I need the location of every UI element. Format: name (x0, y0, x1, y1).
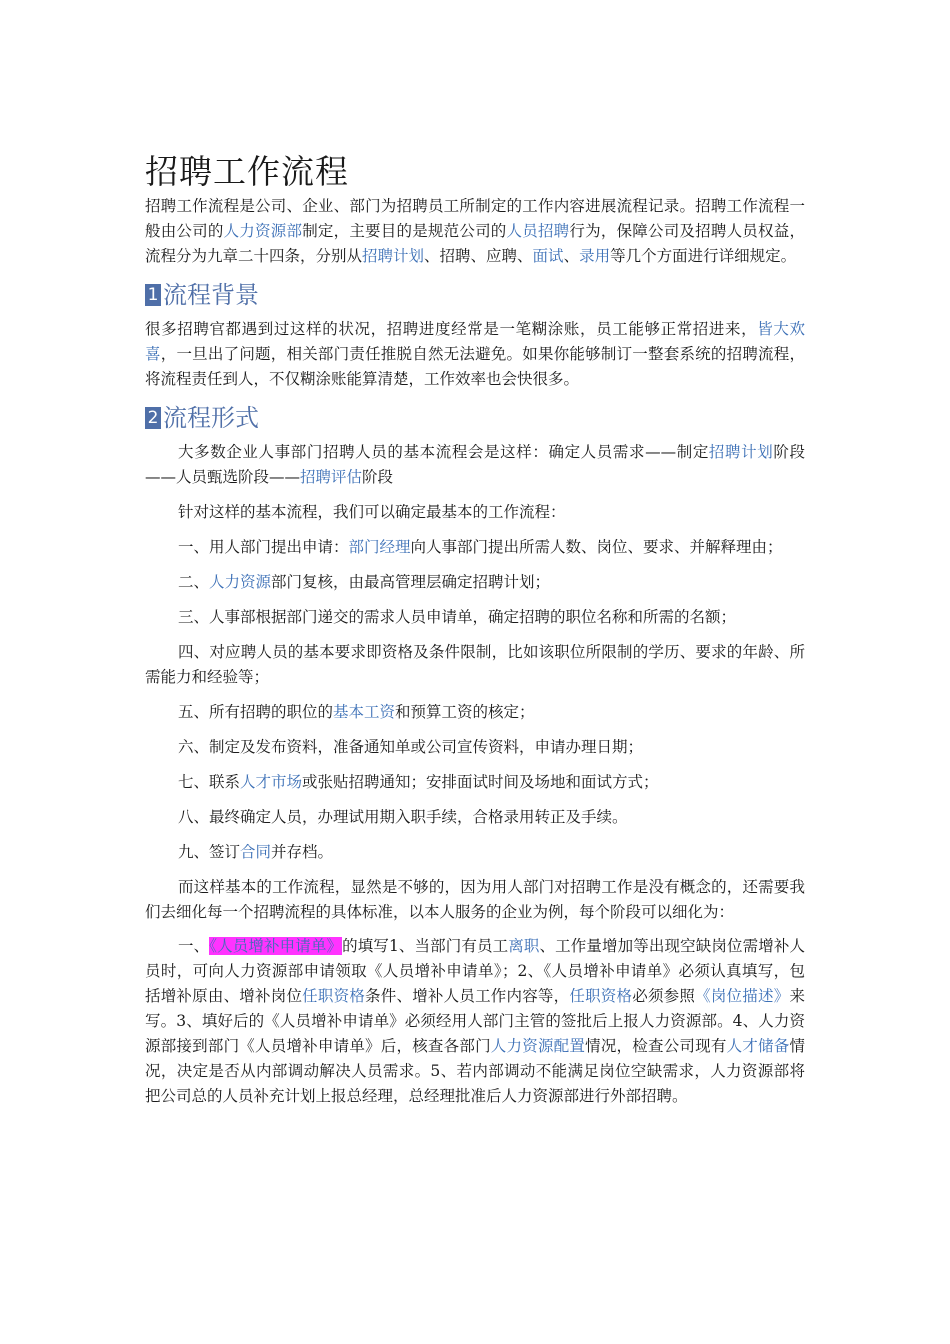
link-everyone-happy[interactable]: 皆大欢喜 (145, 320, 805, 363)
link-qualifications[interactable]: 任职资格 (569, 987, 633, 1005)
link-hiring[interactable]: 录用 (579, 247, 611, 265)
step-1-paragraph: 一、用人部门提出申请：部门经理向人事部门提出所需人数、岗位、要求、并解释理由； (178, 538, 783, 556)
section-number-badge: 1 (145, 284, 161, 306)
link-talent-reserve[interactable]: 人才储备 (726, 1037, 790, 1055)
section-heading-form (145, 400, 805, 436)
step-4-paragraph: 四、对应聘人员的基本要求即资格及条件限制，比如该职位所限制的学历、要求的年龄、所需能力和经验等； (145, 643, 805, 686)
basic-process-paragraph: 大多数企业人事部门招聘人员的基本流程会是这样：确定人员需求——制定招聘计划阶段——人员甄选阶段——招聘评估阶段 (145, 443, 805, 486)
link-talent-market[interactable]: 人才市场 (240, 773, 303, 791)
section-heading-background (145, 277, 805, 313)
link-recruitment-plan[interactable]: 招聘计划 (708, 443, 774, 461)
link-job-description[interactable]: 《岗位描述》 (695, 987, 790, 1005)
link-department-manager[interactable]: 部门经理 (348, 538, 411, 556)
document-title: 招聘工作流程 (145, 152, 349, 191)
detail-paragraph: 一、《人员增补申请单》的填写1、当部门有员工离职、工作量增加等出现空缺岗位需增补人员时，可向人力资源部申请领取《人员增补申请单》；2、《人员增补申请单》必须认真填写，包括增补原由、增补岗位任职资格条件、增补人员工作内容等，任职资格必须参照《岗位描述》来写。3、填好后的《人员增补申请单》必须经用人部门主管的签批后上报人力资源部。4、人力资源部接到部门《人员增补申请单》后，核查各部门人力资源配置情况，检查公司现有人才储备情况，决定是否从内部调动解决人员需求。5、若内部调动不能满足岗位空缺需求，人力资源部将把公司总的人员补充计划上报总经理，总经理批准后人力资源部进行外部招聘。 (145, 937, 805, 1105)
link-contract[interactable]: 合同 (240, 843, 272, 861)
link-qualifications[interactable]: 任职资格 (302, 987, 366, 1005)
step-9-paragraph: 九、签订合同并存档。 (178, 843, 334, 861)
document-body (145, 150, 805, 1109)
step-5-paragraph: 五、所有招聘的职位的基本工资和预算工资的核定； (178, 703, 535, 721)
link-hr-allocation[interactable]: 人力资源配置 (490, 1037, 586, 1055)
step-3-paragraph: 三、人事部根据部门递交的需求人员申请单，确定招聘的职位名称和所需的名额； (178, 608, 737, 626)
step-2-paragraph: 二、人力资源部门复核，由最高管理层确定招聘计划； (178, 573, 551, 591)
link-base-salary[interactable]: 基本工资 (333, 703, 396, 721)
link-hr-department[interactable]: 人力资源部 (223, 222, 303, 240)
intro-paragraph: 招聘工作流程是公司、企业、部门为招聘员工所制定的工作内容进展流程记录。招聘工作流程一般由公司的人力资源部制定，主要目的是规范公司的人员招聘行为，保障公司及招聘人员权益，流程分为九章二十四条，分别从招聘计划、招聘、应聘、面试、录用等几个方面进行详细规定。 (145, 197, 805, 265)
section-heading-text: 流程形式 (163, 404, 259, 432)
link-interview[interactable]: 面试 (532, 247, 564, 265)
link-human-resources[interactable]: 人力资源 (209, 573, 272, 591)
link-recruitment-evaluation[interactable]: 招聘评估 (300, 468, 363, 486)
step-8-paragraph: 八、最终确定人员，办理试用期入职手续，合格录用转正及手续。 (178, 808, 628, 826)
step-6-paragraph: 六、制定及发布资料，准备通知单或公司宣传资料，申请办理日期； (178, 738, 644, 756)
workflow-intro-paragraph: 针对这样的基本流程，我们可以确定最基本的工作流程： (178, 503, 566, 521)
link-recruitment[interactable]: 人员招聘 (506, 222, 570, 240)
step-7-paragraph: 七、联系人才市场或张贴招聘通知；安排面试时间及场地和面试方式； (178, 773, 659, 791)
section-number-badge: 2 (145, 407, 161, 429)
highlighted-form-name[interactable]: 《人员增补申请单》 (209, 937, 343, 955)
link-recruitment-plan[interactable]: 招聘计划 (362, 247, 425, 265)
link-resignation[interactable]: 离职 (508, 937, 540, 955)
background-paragraph: 很多招聘官都遇到过这样的状况，招聘进度经常是一笔糊涂账，员工能够正常招进来，皆大欢喜，一旦出了问题，相关部门责任推脱自然无法避免。如果你能够制订一整套系统的招聘流程，将流程责任到人，不仅糊涂账能算清楚，工作效率也会快很多。 (145, 320, 805, 388)
refinement-paragraph: 而这样基本的工作流程，显然是不够的，因为用人部门对招聘工作是没有概念的，还需要我们去细化每一个招聘流程的具体标准，以本人服务的企业为例，每个阶段可以细化为： (145, 878, 805, 921)
section-heading-text: 流程背景 (163, 281, 259, 309)
